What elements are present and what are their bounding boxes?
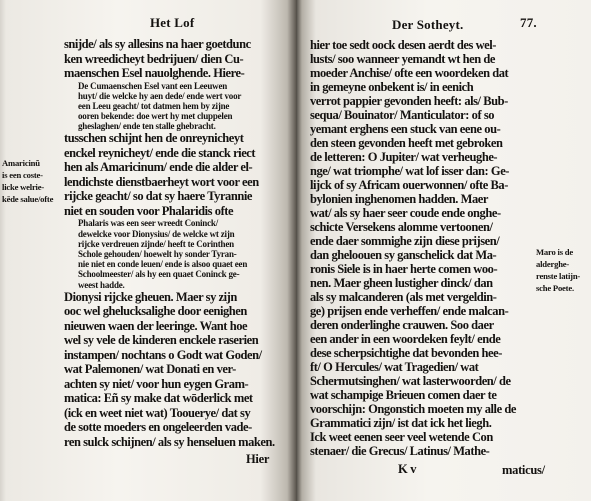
margin-note-line: kēde salue/ofte [2,194,54,204]
text-line: ft/ O Hercules/ wat Tragedien/ wat [310,360,479,374]
text-line: instampen/ nochtans o Godt wat Goden/ [64,347,262,362]
text-line: dese scherpsichtighe dat bevonden hee- [310,346,502,360]
running-head: Het Lof [150,15,195,30]
text-line: de letteren: O Jupiter/ wat verheughe- [310,150,498,164]
margin-note-line: sche Poete. [536,283,574,293]
text-line: ende daer sommighe zijn diese prijsen/ [310,234,500,248]
text-line: wat schampige Brieuen comen daer te [310,388,497,402]
text-line: voorschijn: Ongonstich moeten my alle de [310,402,516,416]
text-line: ooc wel ghelucksalighe door eenighen [64,304,247,319]
text-line: dan gheloouen sy ganschelick dat Ma- [310,248,497,262]
right-text-column [310,38,534,460]
text-line: deren onderlinghe crauwen. Soo daer [310,318,494,332]
signature-mark: K v [398,462,417,476]
margin-note-line: alderghe- [536,259,570,269]
text-line: snijde/ als sy allesins na haer goetdunc [64,37,251,51]
gloss-line: rijcke verdreuen zijnde/ heeft te Corinthen [78,238,234,249]
margin-note [536,246,590,294]
gloss-line: Schoolmeester/ als hy een quaet Coninck ge- [78,269,240,280]
text-line: als sy malcanderen (als met vergeldin- [310,290,497,304]
text-line: nge/ wat triomphe/ wat lof isser dan: Ge- [310,164,510,178]
text-line: ronis Siele is in haer herte comen woo- [310,262,498,276]
gloss-line: Phalaris was een seer wreedt Coninck/ [78,218,219,229]
page-number: 77. [520,15,537,30]
text-line: maenschen Esel nauolghende. Hiere- [64,66,245,80]
text-line: achten sy niet/ voor hun eygen Gram- [64,376,249,391]
text-line: ren sulck schijnen/ als sy henseluen maken. [64,434,275,449]
catchword: Hier [246,452,270,466]
text-line: Schermutsinghen/ wat lasterwoorden/ de [310,374,511,388]
text-line: Dionysi rijcke gheuen. Maer sy zijn [64,289,237,304]
text-line: ken wreedicheyt bedrijuen/ dien Cu- [64,51,244,66]
text-line: enckel reynicheyt/ ende die stanck riect [64,145,256,160]
text-line: wat Palemonen/ wat Donati en ver- [64,362,236,377]
text-line: nen. Maer gheen lustigher dinck/ dan [310,276,493,290]
margin-note [2,157,62,205]
margin-note-line: Amaricinũ [2,158,40,168]
text-line: moeder Anchise/ ofte een woordeken dat [310,66,509,80]
text-line: rijcke geacht/ so dat sy haere Tyrannie [64,189,252,204]
gloss-line: De Cumaenschen Esel vant een Leeuwen [78,80,228,91]
gloss-line: een Leeu geacht/ tot datmen hem by zijne [78,100,230,111]
margin-note-line: is een coste- [2,170,43,180]
left-text-column [64,37,292,457]
text-line: (ick en weet niet wat) Toouerye/ dat sy [64,405,251,420]
text-line: Ick weet eenen seer veel wetende Con [310,430,493,444]
gloss-line: gheslaghen/ ende ten stalle ghebracht. [78,121,216,132]
text-line: yemant erghens een stuck van eene ou- [310,122,501,136]
text-line: sequa/ Bouinator/ Manticulator: of so [310,108,495,122]
gloss-line: dewelcke voor Dionysius/ de welcke wt zijn [78,228,235,239]
gloss-line: huyt/ die welcke hy aen dede/ ende wert voor [78,90,242,101]
text-line: de sotte moeders en ongeleerden vade- [64,420,252,435]
text-line: schicte Versekens alomme vertoonen/ [310,220,493,234]
gloss-line: Schole gehouden/ hoewelt hy sonder Tyran- [78,249,237,259]
text-line: verrot pappier gevonden heeft: als/ Bub- [310,94,508,108]
text-line: stenaer/ die Grecus/ Latinus/ Mathe- [310,444,490,458]
text-line: tusschen schijnt hen de onreynicheyt [64,131,244,146]
gloss-line: weest hadde. [78,279,125,290]
text-line: lendichste dienstbaerheyt wort voor een [64,174,259,189]
text-line: nieuwen waen der leeringe. Want hoe [64,318,248,333]
text-line: lijck of sy Africam ouerwonnen/ ofte Ba- [310,178,508,192]
text-line: niet en souden voor Phalaridis ofte [64,203,234,218]
text-line: Grammatici zijn/ ist dat ick het liegh. [310,416,492,430]
text-line: ge) prijsen ende verheffen/ ende malcan- [310,304,509,318]
catchword: maticus/ [502,463,545,477]
margin-note-line: licke welrie- [2,182,45,192]
margin-note-line: Maro is de [536,247,573,257]
text-line: lusts/ soo wanneer yemandt wt hen de [310,52,495,66]
text-line: den steen gevonden heeft met gebroken [310,136,503,150]
margin-note-line: renste latijn- [536,271,581,281]
gloss-line: ooren bekende: doe wert hy met cluppelen [78,111,233,122]
text-line: wat/ als sy haer seer coude ende onghe- [310,206,501,220]
text-line: wel sy vele de kinderen enckele raserien [64,333,259,348]
text-line: bylonien inghenomen hadden. Maer [310,192,488,206]
text-line: hier toe sedt oock desen aerdt des wel- [310,38,497,52]
right-page [296,0,591,501]
text-line: hen als Amaricinum/ ende die alder el- [64,160,253,175]
text-line: een ander in een woordeken feylt/ ende [310,332,501,346]
running-head: Der Sotheyt. [392,17,464,32]
gloss-line: nie niet en conde leuen/ ende is alsoo quaet een [78,259,248,270]
text-line: matica: Eñ sy make dat wōderlick met [64,391,253,406]
text-line: in gemeyne onbekent is/ in eenich [310,80,474,94]
